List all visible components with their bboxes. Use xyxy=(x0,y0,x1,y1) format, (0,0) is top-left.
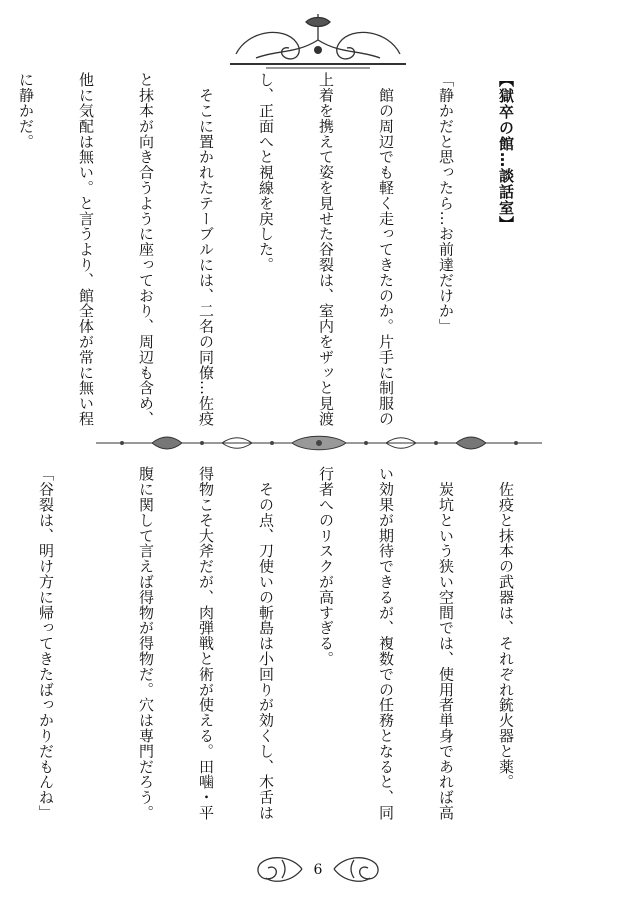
top-scroll-ornament xyxy=(226,10,410,72)
text-line: い効果が期待できるが、複数での任務となると、同 xyxy=(377,466,395,821)
text-line: 「谷裂は、明け方に帰ってきたばっかりだもんね」 xyxy=(37,466,55,821)
section-heading: 【獄卒の館…談話室】 xyxy=(497,72,515,232)
bottom-right-flourish-ornament xyxy=(332,852,384,886)
text-line: その点、刀使いの斬島は小回りが効くし、木舌は xyxy=(257,466,275,821)
upper-text-block xyxy=(0,72,556,427)
text-line: 腹に関して言えば得物が得物だ。穴は専門だろう。 xyxy=(137,466,155,821)
text-line: 上着を携えて姿を見せた谷裂は、室内をザッと見渡 xyxy=(317,72,335,427)
divider-ornament xyxy=(92,432,546,454)
text-line: に静かだ。 xyxy=(17,72,35,149)
text-line: 館の周辺でも軽く走ってきたのか。片手に制服の xyxy=(377,72,395,427)
text-line: 行者へのリスクが高すぎる。 xyxy=(317,466,335,667)
text-line: と抹本が向き合うように座っており、周辺も含め、 xyxy=(137,72,155,427)
bottom-left-flourish-ornament xyxy=(252,852,304,886)
text-line: し、正面へと視線を戻した。 xyxy=(257,72,275,273)
lower-text-block xyxy=(0,466,556,821)
page-number: 6 xyxy=(313,862,323,878)
text-line: 炭坑という狭い空間では、使用者単身であれば高 xyxy=(437,466,455,821)
text-line: 「静かだと思ったら…お前達だけか」 xyxy=(437,72,455,334)
text-line: 他に気配は無い。と言うより、館全体が常に無い程 xyxy=(77,72,95,427)
text-line: 得物こそ大斧だが、肉弾戦と術が使える。田噛・平 xyxy=(197,466,215,821)
text-line: そこに置かれたテーブルには、二名の同僚…佐疫 xyxy=(197,72,215,427)
text-line: 佐疫と抹本の武器は、それぞれ銃火器と薬。 xyxy=(497,466,515,790)
